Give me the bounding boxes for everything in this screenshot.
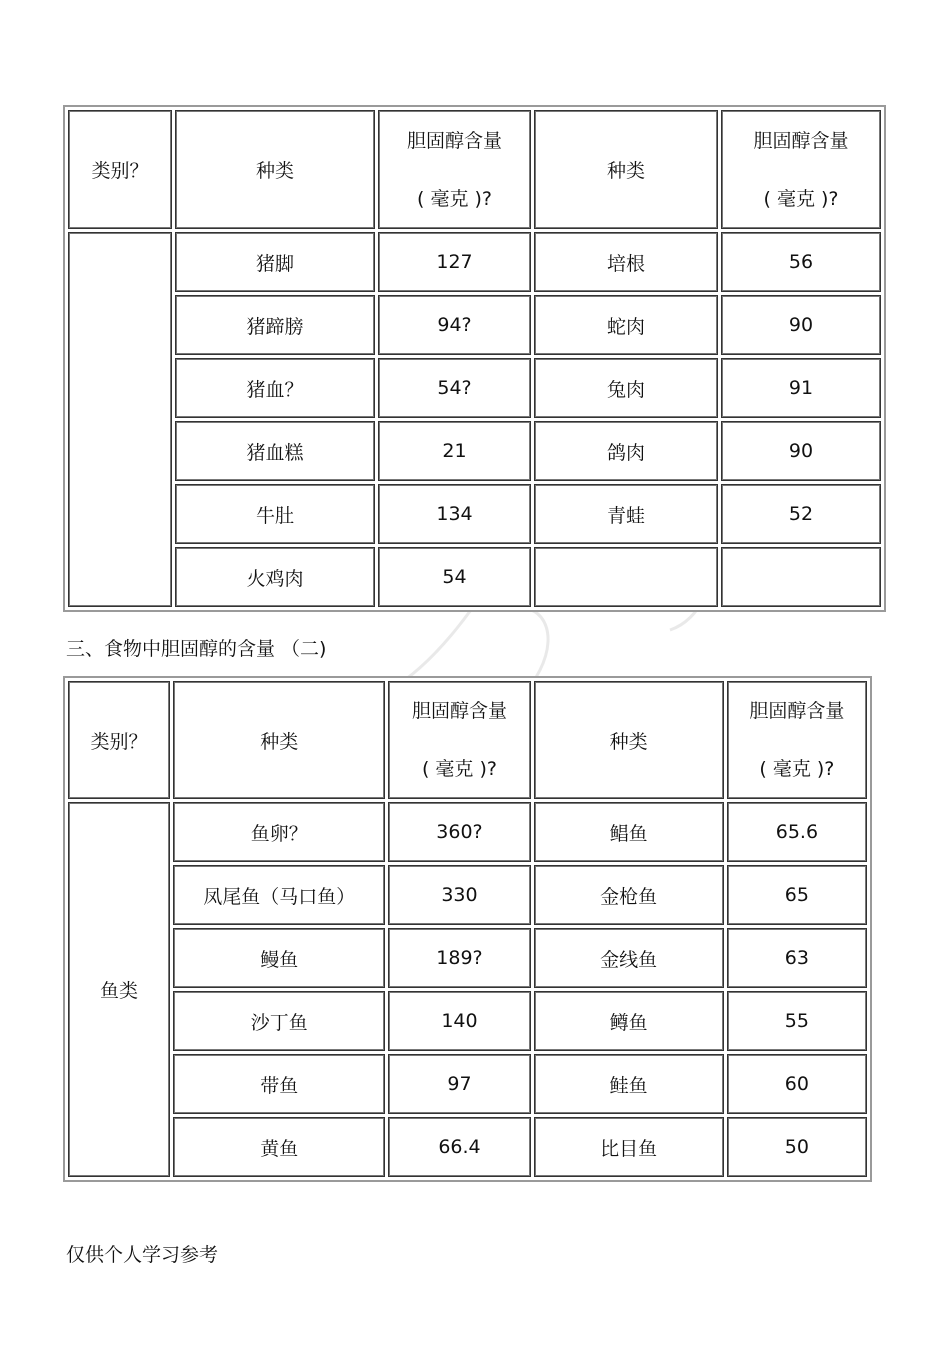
header-cholesterol-b <box>727 681 867 799</box>
cholesterol-cell: 55 <box>727 991 867 1051</box>
header-category: 类别？ <box>68 681 170 799</box>
header-line2: ( 毫克 )? <box>759 758 835 780</box>
cholesterol-cell: 56 <box>721 232 881 292</box>
cholesterol-cell: 54? <box>378 358 531 418</box>
header-line2: ( 毫克 )? <box>763 187 839 210</box>
cholesterol-cell: 134 <box>378 484 531 544</box>
kind-cell: 青蛙 <box>534 484 718 544</box>
cholesterol-cell: 52 <box>721 484 881 544</box>
table-row <box>68 1054 867 1114</box>
table-row <box>68 547 881 607</box>
cholesterol-cell: 90 <box>721 421 881 481</box>
kind-cell: 鲑鱼 <box>534 1054 724 1114</box>
header-line2: ( 毫克 )? <box>421 758 497 780</box>
kind-cell: 牛肚 <box>175 484 375 544</box>
kind-cell: 鲳鱼 <box>534 802 724 862</box>
kind-cell: 黄鱼 <box>173 1117 385 1177</box>
category-cell: 鱼类 <box>68 802 170 1177</box>
cholesterol-cell: 54 <box>378 547 531 607</box>
cholesterol-cell: 90 <box>721 295 881 355</box>
header-cholesterol-b <box>721 110 881 229</box>
header-kind-b: 种类 <box>534 681 724 799</box>
kind-cell: 蛇肉 <box>534 295 718 355</box>
cholesterol-cell: 60 <box>727 1054 867 1114</box>
cholesterol-cell: 97 <box>388 1054 530 1114</box>
table-header-row <box>68 681 867 799</box>
cholesterol-cell: 127 <box>378 232 531 292</box>
cholesterol-cell: 66.4 <box>388 1117 530 1177</box>
header-line1: 胆固醇含量 <box>749 700 845 722</box>
kind-cell: 鳟鱼 <box>534 991 724 1051</box>
table-row <box>68 421 881 481</box>
cholesterol-table-1 <box>63 105 886 612</box>
cholesterol-cell: 50 <box>727 1117 867 1177</box>
table-row <box>68 484 881 544</box>
header-line1: 胆固醇含量 <box>753 129 849 152</box>
category-cell <box>68 232 172 607</box>
header-kind-b: 种类 <box>534 110 718 229</box>
table-row <box>68 865 867 925</box>
kind-cell: 金线鱼 <box>534 928 724 988</box>
header-cholesterol-a <box>378 110 531 229</box>
cholesterol-cell: 63 <box>727 928 867 988</box>
kind-cell <box>534 547 718 607</box>
kind-cell: 猪脚 <box>175 232 375 292</box>
kind-cell: 猪蹄膀 <box>175 295 375 355</box>
kind-cell: 凤尾鱼（马口鱼） <box>173 865 385 925</box>
table-row <box>68 928 867 988</box>
table-row <box>68 232 881 292</box>
cholesterol-table-2 <box>63 676 872 1182</box>
cholesterol-cell: 360? <box>388 802 530 862</box>
kind-cell: 带鱼 <box>173 1054 385 1114</box>
table-row <box>68 358 881 418</box>
header-line1: 胆固醇含量 <box>411 700 507 722</box>
table-row <box>68 802 867 862</box>
kind-cell: 猪血？ <box>175 358 375 418</box>
cholesterol-cell: 140 <box>388 991 530 1051</box>
kind-cell: 火鸡肉 <box>175 547 375 607</box>
cholesterol-cell: 330 <box>388 865 530 925</box>
cholesterol-cell: 65 <box>727 865 867 925</box>
header-category: 类别？ <box>68 110 172 229</box>
kind-cell: 培根 <box>534 232 718 292</box>
table-row <box>68 1117 867 1177</box>
header-line1: 胆固醇含量 <box>406 129 502 152</box>
header-line2: ( 毫克 )? <box>417 187 492 210</box>
kind-cell: 鳗鱼 <box>173 928 385 988</box>
kind-cell: 沙丁鱼 <box>173 991 385 1051</box>
section-caption: 三、食物中胆固醇的含量 （二) <box>66 638 327 660</box>
kind-cell: 鱼卵？ <box>173 802 385 862</box>
kind-cell: 金枪鱼 <box>534 865 724 925</box>
table-row <box>68 295 881 355</box>
header-cholesterol-a <box>388 681 530 799</box>
footer-note: 仅供个人学习参考 <box>66 1244 219 1266</box>
cholesterol-cell: 189? <box>388 928 530 988</box>
table-header-row <box>68 110 881 229</box>
cholesterol-cell: 65.6 <box>727 802 867 862</box>
kind-cell: 比目鱼 <box>534 1117 724 1177</box>
header-kind-a: 种类 <box>175 110 375 229</box>
kind-cell: 鸽肉 <box>534 421 718 481</box>
cholesterol-cell: 94? <box>378 295 531 355</box>
cholesterol-cell <box>721 547 881 607</box>
header-kind-a: 种类 <box>173 681 385 799</box>
kind-cell: 猪血糕 <box>175 421 375 481</box>
table-row <box>68 991 867 1051</box>
cholesterol-cell: 21 <box>378 421 531 481</box>
kind-cell: 兔肉 <box>534 358 718 418</box>
cholesterol-cell: 91 <box>721 358 881 418</box>
